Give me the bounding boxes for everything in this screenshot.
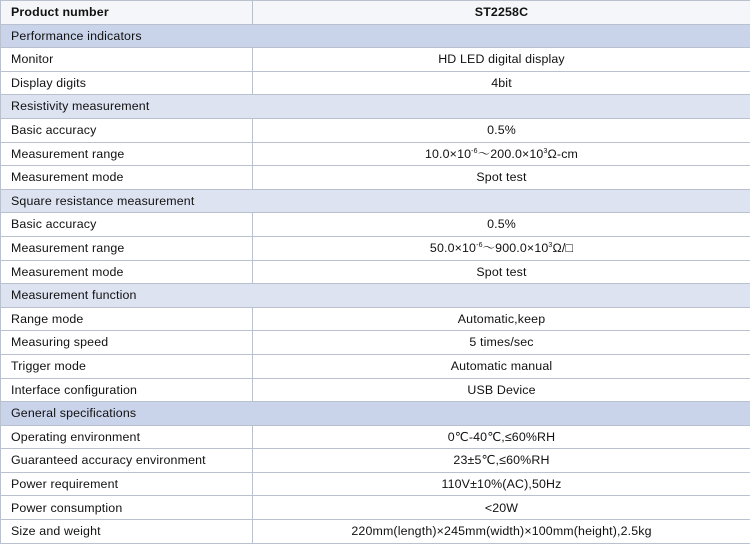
row-label: Measurement range bbox=[1, 142, 253, 166]
row-value: Automatic manual bbox=[253, 354, 750, 378]
row-value: Spot test bbox=[253, 166, 750, 190]
table-row bbox=[1, 472, 750, 496]
range-low-exponent: -6 bbox=[476, 242, 483, 250]
table-row bbox=[1, 354, 750, 378]
row-label: Power requirement bbox=[1, 472, 253, 496]
table-row bbox=[1, 378, 750, 402]
row-label: Interface configuration bbox=[1, 378, 253, 402]
table-row bbox=[1, 118, 750, 142]
section-title: Square resistance measurement bbox=[1, 189, 750, 213]
row-label: Range mode bbox=[1, 307, 253, 331]
row-value: <20W bbox=[253, 496, 750, 520]
range-high-mantissa: 200.0×10 bbox=[490, 146, 544, 161]
row-label: Size and weight bbox=[1, 520, 253, 544]
row-label: Trigger mode bbox=[1, 354, 253, 378]
row-label: Measuring speed bbox=[1, 331, 253, 355]
range-low-mantissa: 10.0×10 bbox=[424, 146, 472, 161]
row-label: Measurement range bbox=[1, 236, 253, 260]
row-value: 110V±10%(AC),50Hz bbox=[253, 472, 750, 496]
row-value: 23±5℃,≤60%RH bbox=[253, 449, 750, 473]
row-value: 0.5% bbox=[253, 118, 750, 142]
range-high-mantissa: 900.0×10 bbox=[495, 241, 549, 256]
header-label: Product number bbox=[1, 1, 253, 25]
section-measurement-function bbox=[1, 284, 750, 308]
row-label: Basic accuracy bbox=[1, 213, 253, 237]
row-label: Monitor bbox=[1, 48, 253, 72]
section-performance bbox=[1, 24, 750, 48]
section-title: Measurement function bbox=[1, 284, 750, 308]
row-value: 0.5% bbox=[253, 213, 750, 237]
table-row bbox=[1, 260, 750, 284]
table-row bbox=[1, 425, 750, 449]
range-unit: Ω-cm bbox=[547, 146, 579, 161]
table-row bbox=[1, 71, 750, 95]
table-row bbox=[1, 449, 750, 473]
row-label: Guaranteed accuracy environment bbox=[1, 449, 253, 473]
row-label: Power consumption bbox=[1, 496, 253, 520]
row-value: Spot test bbox=[253, 260, 750, 284]
row-value: Automatic,keep bbox=[253, 307, 750, 331]
range-separator: ～ bbox=[477, 146, 491, 161]
range-separator: ～ bbox=[482, 241, 496, 256]
table-row bbox=[1, 236, 750, 260]
row-label: Display digits bbox=[1, 71, 253, 95]
table-row bbox=[1, 213, 750, 237]
range-unit: Ω/□ bbox=[552, 241, 574, 256]
row-value: 0℃-40℃,≤60%RH bbox=[253, 425, 750, 449]
table-header-row bbox=[1, 1, 750, 25]
range-high-exponent: 3 bbox=[543, 147, 548, 155]
row-label: Basic accuracy bbox=[1, 118, 253, 142]
section-general-specifications bbox=[1, 402, 750, 426]
table-row bbox=[1, 48, 750, 72]
section-title: Performance indicators bbox=[1, 24, 750, 48]
product-number: ST2258C bbox=[253, 1, 750, 25]
table-row bbox=[1, 166, 750, 190]
row-label: Operating environment bbox=[1, 425, 253, 449]
table-row bbox=[1, 496, 750, 520]
row-value: HD LED digital display bbox=[253, 48, 750, 72]
row-value: 4bit bbox=[253, 71, 750, 95]
range-high-exponent: 3 bbox=[548, 242, 553, 250]
row-label: Measurement mode bbox=[1, 260, 253, 284]
range-low-mantissa: 50.0×10 bbox=[429, 241, 477, 256]
table-row bbox=[1, 307, 750, 331]
range-low-exponent: -6 bbox=[471, 147, 478, 155]
row-value: 220mm(length)×245mm(width)×100mm(height),2.5kg bbox=[253, 520, 750, 544]
section-title: General specifications bbox=[1, 402, 750, 426]
square-range-value bbox=[253, 236, 750, 260]
section-resistivity bbox=[1, 95, 750, 119]
table-row bbox=[1, 142, 750, 166]
section-title: Resistivity measurement bbox=[1, 95, 750, 119]
table-row bbox=[1, 331, 750, 355]
resistivity-range-value bbox=[253, 142, 750, 166]
table-row bbox=[1, 520, 750, 544]
row-value: 5 times/sec bbox=[253, 331, 750, 355]
section-square-resistance bbox=[1, 189, 750, 213]
row-value: USB Device bbox=[253, 378, 750, 402]
row-label: Measurement mode bbox=[1, 166, 253, 190]
